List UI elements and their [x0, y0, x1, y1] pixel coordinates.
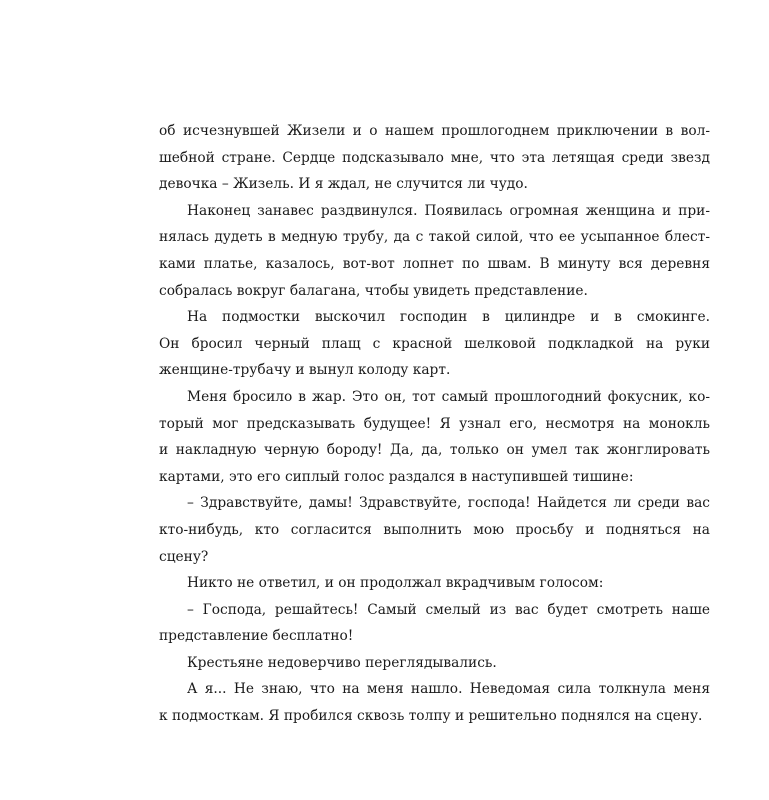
- paragraph: [159, 570, 710, 597]
- text-line: собралась вокруг балагана, чтобы увидеть представление.: [159, 282, 588, 299]
- text-line: картами, это его сиплый голос раздался в наступившей тишине:: [159, 468, 634, 485]
- text-line: шебной стране. Сердце подсказывало мне, что эта летящая среди звезд: [159, 149, 710, 166]
- paragraph: [159, 676, 710, 729]
- paragraph: [159, 490, 710, 570]
- book-page-text: [159, 118, 710, 730]
- text-line: На подмостки выскочил господин в цилиндре и в смокинге.: [187, 309, 710, 326]
- paragraph: [159, 118, 710, 198]
- paragraph: [159, 304, 710, 384]
- text-line: и накладную черную бороду! Да, да, только он умел так жонглировать: [159, 442, 710, 459]
- paragraph: [159, 384, 710, 490]
- text-line: кто-нибудь, кто согласится выполнить мою просьбу и подняться на: [159, 521, 710, 538]
- text-line: ками платье, казалось, вот-вот лопнет по швам. В минуту вся деревня: [159, 255, 710, 272]
- text-line: А я... Не знаю, что на меня нашло. Неведомая сила толкнула меня: [187, 681, 710, 698]
- text-line: представление бесплатно!: [159, 628, 354, 645]
- text-line: к подмосткам. Я пробился сквозь толпу и решительно поднялся на сцену.: [159, 708, 703, 725]
- text-line: торый мог предсказывать будущее! Я узнал его, несмотря на монокль: [159, 415, 710, 432]
- text-line: девочка – Жизель. И я ждал, не случится ли чудо.: [159, 176, 528, 193]
- text-line: – Господа, решайтесь! Самый смелый из вас будет смотреть наше: [187, 601, 710, 618]
- text-line: женщине-трубачу и вынул колоду карт.: [159, 362, 451, 379]
- text-line: – Здравствуйте, дамы! Здравствуйте, господа! Найдется ли среди вас: [187, 495, 710, 512]
- paragraph: [159, 597, 710, 650]
- text-line: Меня бросило в жар. Это он, тот самый прошлогодний фокусник, ко-: [187, 388, 710, 405]
- text-line: Наконец занавес раздвинулся. Появилась огромная женщина и при-: [187, 202, 710, 219]
- text-line: Никто не ответил, и он продолжал вкрадчивым голосом:: [187, 575, 604, 592]
- text-line: об исчезнувшей Жизели и о нашем прошлогоднем приключении в вол-: [159, 123, 710, 139]
- text-line: нялась дудеть в медную трубу, да с такой силой, что ее усыпанное блест-: [159, 229, 710, 246]
- paragraph: [159, 198, 710, 304]
- text-line: сцену?: [159, 548, 209, 565]
- text-line: Крестьяне недоверчиво переглядывались.: [187, 654, 497, 671]
- paragraph: [159, 650, 710, 677]
- text-line: Он бросил черный плащ с красной шелковой подкладкой на руки: [159, 335, 710, 352]
